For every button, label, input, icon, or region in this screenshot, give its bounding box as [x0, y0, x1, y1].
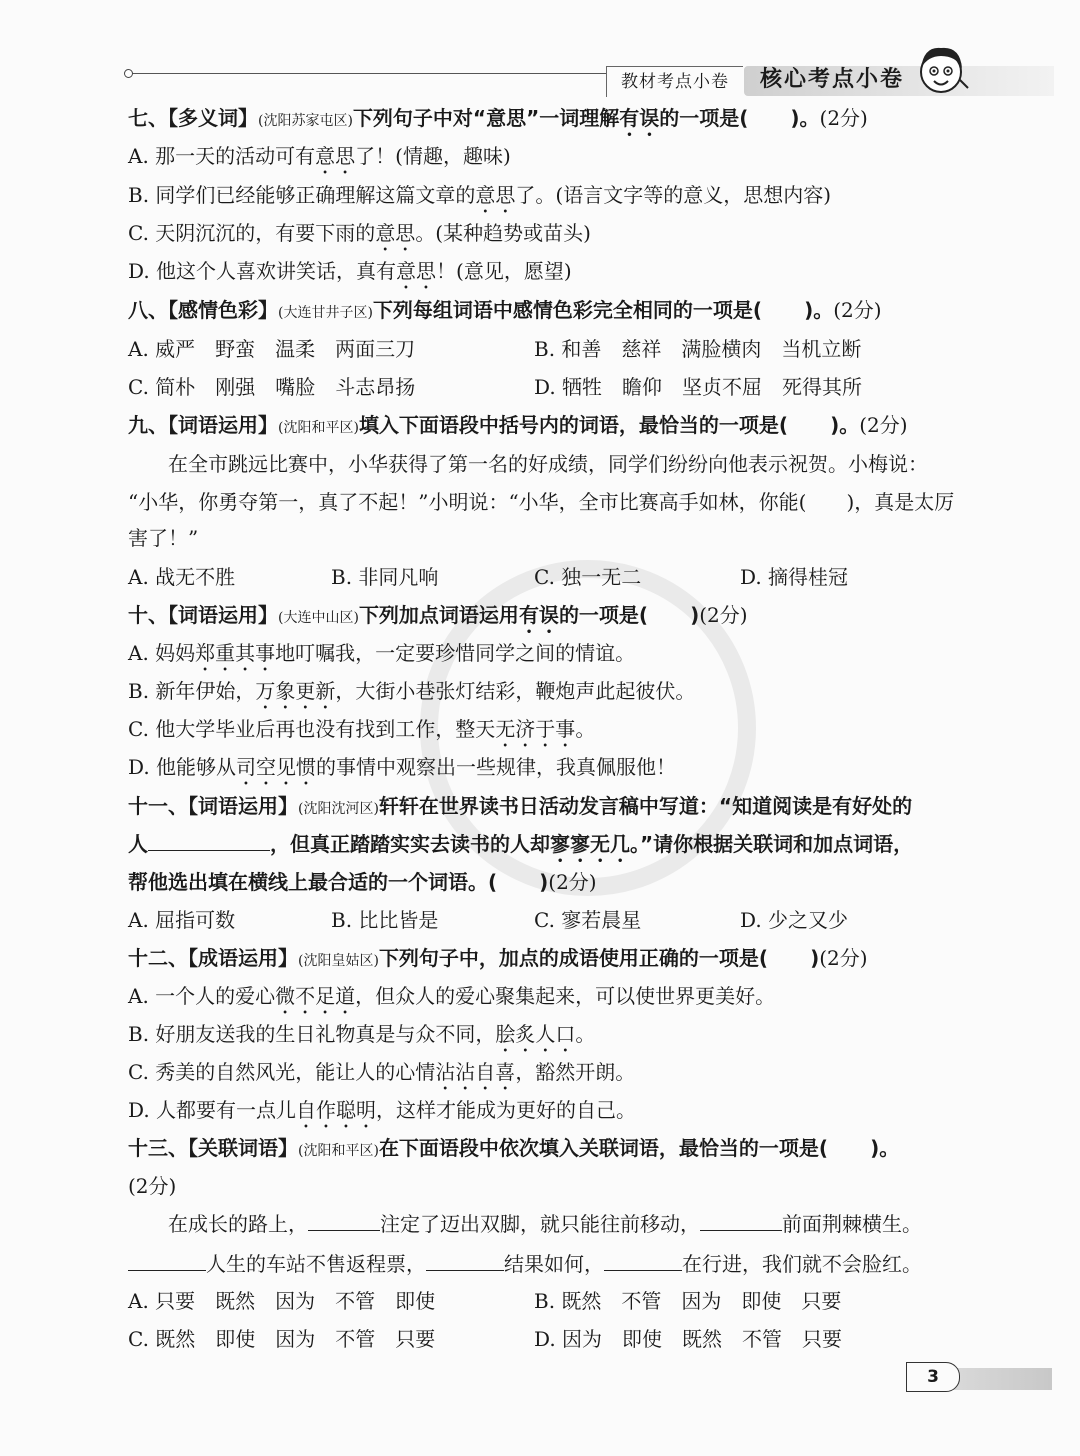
q8-stem	[128, 296, 882, 327]
q13-option-c: C. 既然 即使 因为 不管 只要	[128, 1327, 436, 1351]
q9-number: 九、	[128, 413, 168, 437]
q10-stem-b: 的一项是(	[558, 603, 649, 627]
q11-option-d: D. 少之又少	[740, 908, 849, 932]
q10-region: (大连中山区)	[278, 610, 359, 626]
q12-region: (沈阳皇姑区)	[298, 953, 379, 969]
q11-option-a: A. 屈指可数	[128, 908, 236, 932]
q13-region: (沈阳和平区)	[298, 1143, 379, 1159]
q8-region: (大连甘井子区)	[278, 305, 373, 321]
q13-score: (2分)	[128, 1174, 177, 1198]
q13-passage-line-2: 人生的车站不售返程票， 结果如何， 在行进，我们就不会脸红。	[128, 1250, 922, 1278]
q10-stem	[128, 601, 748, 638]
q7-tag: 【多义词】	[168, 106, 258, 130]
header-title: 核心考点小卷	[760, 67, 905, 92]
q8-number: 八、	[128, 298, 168, 322]
q11-option-b: B. 比比皆是	[331, 908, 439, 932]
q12-stem	[128, 944, 868, 975]
q7-region: (沈阳苏家屯区)	[258, 113, 353, 129]
q8-option-c: C. 简朴 刚强 嘴脸 斗志昂扬	[128, 375, 416, 399]
header-tab-label: 教材考点小卷	[606, 66, 743, 97]
q13-blank-5[interactable]	[604, 1250, 682, 1271]
q13-blank-3[interactable]	[128, 1250, 206, 1271]
header-rule	[128, 73, 606, 74]
q9-option-a: A. 战无不胜	[128, 565, 236, 589]
q8-option-b: B. 和善 慈祥 满脸横肉 当机立断	[534, 337, 862, 361]
q13-number: 十三、	[128, 1136, 188, 1160]
q13-option-a: A. 只要 既然 因为 不管 即使	[128, 1289, 436, 1313]
q11-score: (2分)	[548, 870, 597, 894]
header-dot	[124, 69, 133, 78]
q9-option-c: C. 独一无二	[534, 565, 642, 589]
q11-region: (沈阳沈河区)	[298, 801, 379, 817]
q7-stem-a: 下列句子中对“意思”一词理解	[352, 106, 620, 130]
q12-stem-text: 下列句子中，加点的成语使用正确的一项是(	[378, 946, 769, 970]
q10-stem-a: 下列加点词语运用	[358, 603, 519, 627]
q13-stem	[128, 1134, 899, 1165]
q11-stem-line-2: 人 ，但真正踏踏实实去读书的人却寥寥无几。”请你根据关联词和加点词语，	[128, 832, 914, 856]
q9-option-d: D. 摘得桂冠	[740, 565, 849, 589]
q7-stem	[128, 104, 868, 141]
q11-option-c: C. 寥若晨星	[534, 908, 642, 932]
q12-option-b: B. 好朋友送我的生日礼物真是与众不同，脍炙人口。	[128, 1022, 596, 1046]
q11-answer-blank[interactable]	[148, 830, 270, 851]
q8-tag: 【感情色彩】	[168, 298, 278, 322]
q7-option-c: C. 天阴沉沉的，有要下雨的意思。(某种趋势或苗头)	[128, 221, 591, 245]
q12-score: (2分)	[819, 946, 868, 970]
q9-close: )。	[830, 413, 860, 437]
q9-passage-line-1: 在全市跳远比赛中，小华获得了第一名的好成绩，同学们纷纷向他表示祝贺。小梅说：	[168, 452, 928, 476]
mascot-icon	[912, 40, 970, 100]
q10-option-c: C. 他大学毕业后再也没有找到工作，整天无济于事。	[128, 717, 596, 741]
q10-tag: 【词语运用】	[168, 603, 278, 627]
q13-tag: 【关联词语】	[188, 1136, 298, 1160]
q8-stem-text: 下列每组词语中感情色彩完全相同的一项是(	[372, 298, 763, 322]
q10-option-b: B. 新年伊始，万象更新，大街小巷张灯结彩，鞭炮声此起彼伏。	[128, 679, 696, 703]
q8-option-a: A. 威严 野蛮 温柔 两面三刀	[128, 337, 416, 361]
q10-close: )	[690, 603, 700, 627]
q9-option-b: B. 非同凡响	[331, 565, 439, 589]
q13-blank-2[interactable]	[700, 1210, 782, 1231]
q11-tag: 【词语运用】	[188, 794, 298, 818]
q10-score: (2分)	[699, 603, 748, 627]
q11-stem	[128, 792, 912, 823]
q9-tag: 【词语运用】	[168, 413, 278, 437]
page-number: 3	[906, 1362, 960, 1392]
q8-option-d: D. 牺牲 瞻仰 坚贞不屈 死得其所	[534, 375, 863, 399]
q13-blank-4[interactable]	[426, 1250, 504, 1271]
q12-tag: 【成语运用】	[188, 946, 298, 970]
q13-passage-line-1: 在成长的路上， 注定了迈出双脚，就只能往前移动， 前面荆棘横生。	[168, 1212, 922, 1236]
q7-stem-dotted: 有误	[619, 106, 660, 130]
q7-close: )。	[790, 106, 820, 130]
q7-stem-b: 的一项是(	[659, 106, 749, 130]
q7-score: (2分)	[819, 106, 868, 130]
q12-option-d: D. 人都要有一点儿自作聪明，这样才能成为更好的自己。	[128, 1098, 637, 1122]
q11-stem-line-3: 帮他选出填在横线上最合适的一个词语。( )(2分)	[128, 870, 597, 894]
q11-stem-text: 轩轩在世界读书日活动发言稿中写道：“知道阅读是有好处的	[378, 794, 913, 818]
q10-stem-dotted: 有误	[518, 603, 559, 627]
q8-score: (2分)	[833, 298, 882, 322]
q12-option-a: A. 一个人的爱心微不足道，但众人的爱心聚集起来，可以使世界更美好。	[128, 984, 776, 1008]
q7-option-d: D. 他这个人喜欢讲笑话，真有意思！(意见，愿望)	[128, 259, 572, 283]
q9-score: (2分)	[859, 413, 908, 437]
q10-option-d: D. 他能够从司空见惯的事情中观察出一些规律，我真佩服他！	[128, 755, 677, 779]
q10-option-a: A. 妈妈郑重其事地叮嘱我，一定要珍惜同学之间的情谊。	[128, 641, 636, 665]
q11-number: 十一、	[128, 794, 188, 818]
q12-option-c: C. 秀美的自然风光，能让人的心情沾沾自喜，豁然开朗。	[128, 1060, 636, 1084]
q9-passage-line-3: 害了！”	[128, 526, 199, 550]
q13-option-d: D. 因为 即使 既然 不管 只要	[534, 1327, 843, 1351]
q7-option-a: A. 那一天的活动可有意思了！(情趣，趣味)	[128, 144, 511, 168]
q7-number: 七、	[128, 106, 168, 130]
q9-region: (沈阳和平区)	[278, 420, 359, 436]
q12-close: )	[810, 946, 820, 970]
q13-stem-text: 在下面语段中依次填入关联词语，最恰当的一项是(	[378, 1136, 829, 1160]
q8-close: )。	[804, 298, 834, 322]
q13-close: )。	[870, 1136, 900, 1160]
q9-stem-text: 填入下面语段中括号内的词语，最恰当的一项是(	[358, 413, 789, 437]
q13-option-b: B. 既然 不管 因为 即使 只要	[534, 1289, 842, 1313]
q12-number: 十二、	[128, 946, 188, 970]
q10-number: 十、	[128, 603, 168, 627]
q7-option-b: B. 同学们已经能够正确理解这篇文章的意思了。(语言文字等的意义，思想内容)	[128, 183, 832, 207]
q13-blank-1[interactable]	[308, 1210, 380, 1231]
q9-passage-line-2: “小华，你勇夺第一，真了不起！”小明说：“小华，全市比赛高手如林，你能( )，真是太厉	[128, 490, 955, 514]
q9-stem	[128, 411, 908, 442]
